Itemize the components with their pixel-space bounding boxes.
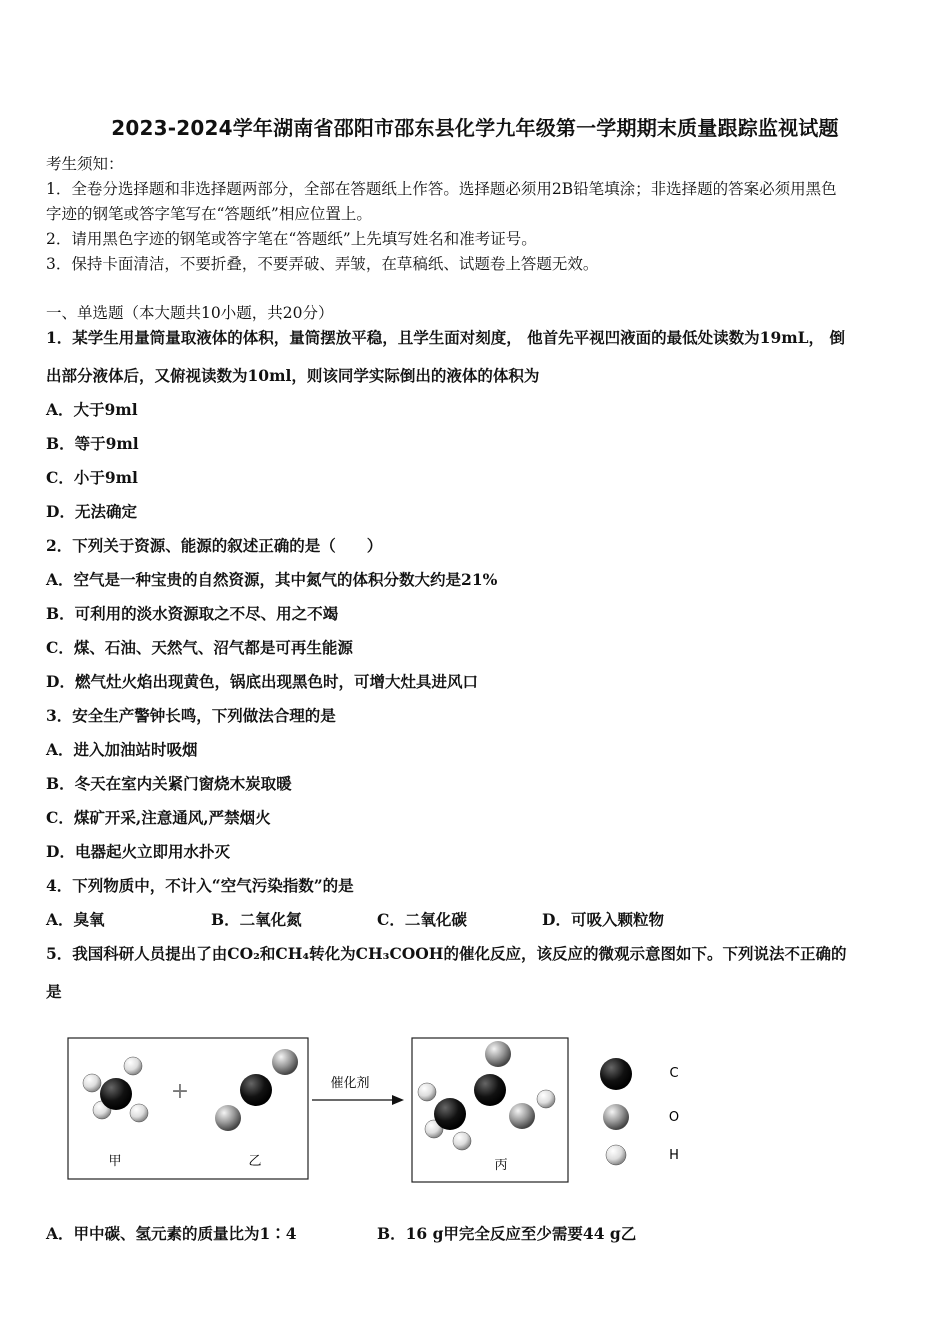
question-3-stem: 3．安全生产警钟长鸣，下列做法合理的是 xyxy=(46,706,336,725)
legend-carbon-atom xyxy=(600,1058,632,1090)
question-1-stem: 1．某学生用量筒量取液体的体积，量筒摆放平稳，且学生面对刻度， 他首先平视凹液面的最低处读数为19mL， 倒 xyxy=(46,328,845,347)
question-2-option-c: C．煤、石油、天然气、沼气都是可再生能源 xyxy=(46,638,353,657)
methane-molecule xyxy=(83,1057,148,1122)
question-2-option-a: A．空气是一种宝贵的自然资源，其中氮气的体积分数大约是21% xyxy=(46,570,498,589)
legend-oxygen-atom xyxy=(603,1104,629,1130)
section-heading: 一、单选题（本大题共10小题，共20分） xyxy=(46,304,334,322)
question-3-option-d: D．电器起火立即用水扑灭 xyxy=(46,842,230,861)
co2-molecule xyxy=(215,1049,298,1131)
label-jia: 甲 xyxy=(108,1154,122,1169)
acetic-acid-molecule xyxy=(418,1041,555,1150)
question-2-stem: 2．下列关于资源、能源的叙述正确的是（ ） xyxy=(46,536,383,555)
exam-title: 2023-2024学年湖南省邵阳市邵东县化学九年级第一学期期末质量跟踪监视试题 xyxy=(111,116,839,140)
question-4-option-a: A．臭氧 xyxy=(46,910,105,929)
notice-item: 2．请用黑色字迹的钢笔或答字笔在“答题纸”上先填写姓名和准考证号。 xyxy=(46,230,537,248)
catalyst-label: 催化剂 xyxy=(330,1076,370,1091)
question-3-option-b: B．冬天在室内关紧门窗烧木炭取暖 xyxy=(46,774,292,793)
question-4-option-d: D．可吸入颗粒物 xyxy=(542,910,664,929)
notice-item: 字迹的钢笔或答字笔写在“答题纸”相应位置上。 xyxy=(46,205,372,223)
question-5-stem: 5．我国科研人员提出了由CO₂和CH₄转化为CH₃COOH的催化反应，该反应的微观示意图如下。下列说法不正确的 xyxy=(46,944,847,963)
legend-hydrogen-atom xyxy=(606,1145,626,1165)
label-bing: 丙 xyxy=(494,1158,508,1173)
question-1-option-b: B．等于9ml xyxy=(46,434,139,453)
question-1-option-d: D．无法确定 xyxy=(46,502,137,521)
notice-heading: 考生须知： xyxy=(46,155,124,173)
question-2-option-b: B．可利用的淡水资源取之不尽、用之不竭 xyxy=(46,604,339,623)
notice-item: 1．全卷分选择题和非选择题两部分，全部在答题纸上作答。选择题必须用2B铅笔填涂；非选择题的答案必须用黑色 xyxy=(46,180,837,198)
plus-sign: + xyxy=(170,1079,190,1104)
question-4-stem: 4．下列物质中，不计入“空气污染指数”的是 xyxy=(46,876,354,895)
question-3-option-a: A．进入加油站时吸烟 xyxy=(46,740,198,759)
arrow-head xyxy=(392,1095,404,1105)
notice-item: 3．保持卡面清洁，不要折叠，不要弄破、弄皱，在草稿纸、试题卷上答题无效。 xyxy=(46,255,599,273)
question-5-option-b: B．16 g甲完全反应至少需要44 g乙 xyxy=(377,1224,637,1243)
legend-label-c: C xyxy=(669,1066,679,1081)
question-5-stem-cont: 是 xyxy=(46,982,62,1001)
legend-label-h: H xyxy=(669,1148,679,1163)
question-2-option-d: D．燃气灶火焰出现黄色，锅底出现黑色时，可增大灶具进风口 xyxy=(46,672,478,691)
question-4-option-c: C．二氧化碳 xyxy=(377,910,467,929)
question-1-option-a: A．大于9ml xyxy=(46,400,138,419)
legend xyxy=(600,1058,679,1165)
legend-label-o: O xyxy=(668,1110,680,1125)
label-yi: 乙 xyxy=(248,1154,262,1169)
question-1-option-c: C．小于9ml xyxy=(46,468,138,487)
question-1-stem-cont: 出部分液体后，又俯视读数为10ml，则该同学实际倒出的液体的体积为 xyxy=(46,366,540,385)
question-4-option-b: B．二氧化氮 xyxy=(211,910,302,929)
question-3-option-c: C．煤矿开采,注意通风,严禁烟火 xyxy=(46,808,271,827)
question-5-option-a: A．甲中碳、氢元素的质量比为1∶4 xyxy=(46,1224,297,1243)
reaction-diagram xyxy=(60,1030,720,1200)
